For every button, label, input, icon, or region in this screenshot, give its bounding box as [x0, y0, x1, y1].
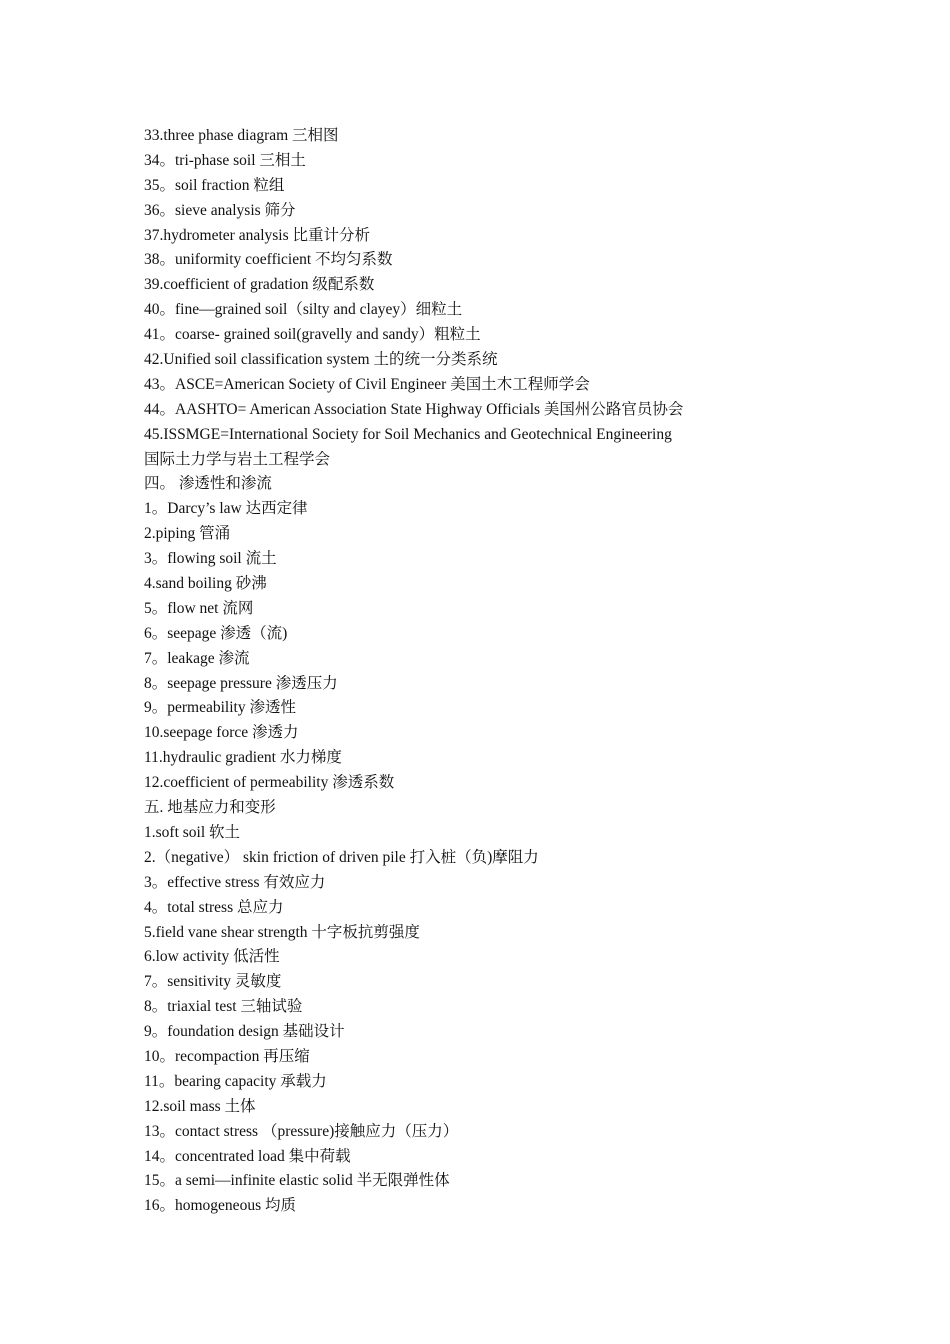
glossary-line: 35。soil fraction 粒组	[144, 176, 285, 194]
glossary-line: 36。sieve analysis 筛分	[144, 201, 296, 219]
glossary-line: 8。triaxial test 三轴试验	[144, 998, 303, 1016]
glossary-line: 38。uniformity coefficient 不均匀系数	[144, 251, 393, 269]
glossary-line: 33.three phase diagram 三相图	[144, 127, 339, 144]
glossary-line: 2.（negative） skin friction of driven pile 打入桩（负)摩阻力	[144, 848, 539, 866]
glossary-line: 11。bearing capacity 承载力	[144, 1072, 327, 1090]
glossary-line: 14。concentrated load 集中荷载	[144, 1147, 351, 1165]
glossary-line: 39.coefficient of gradation 级配系数	[144, 276, 375, 294]
glossary-line: 6.low activity 低活性	[144, 948, 280, 966]
glossary-line: 13。contact stress （pressure)接触应力（压力）	[144, 1122, 459, 1140]
glossary-line: 9。foundation design 基础设计	[144, 1023, 345, 1041]
glossary-line: 10.seepage force 渗透力	[144, 724, 299, 742]
glossary-line: 4.sand boiling 砂沸	[144, 575, 267, 593]
glossary-line: 16。homogeneous 均质	[144, 1197, 296, 1215]
glossary-line: 4。total stress 总应力	[144, 898, 284, 916]
glossary-line: 43。ASCE=American Society of Civil Engineer 美国土木工程师学会	[144, 375, 590, 393]
glossary-line: 9。permeability 渗透性	[144, 699, 296, 717]
glossary-line: 7。leakage 渗流	[144, 649, 250, 667]
glossary-line: 8。seepage pressure 渗透压力	[144, 674, 338, 692]
glossary-line: 5.field vane shear strength 十字板抗剪强度	[144, 923, 420, 941]
glossary-line: 45.ISSMGE=International Society for Soil Mechanics and Geotechnical Engineering	[144, 425, 672, 443]
section-heading: 四。 渗透性和渗流	[144, 475, 272, 493]
glossary-line: 1。Darcy’s law 达西定律	[144, 500, 308, 518]
glossary-line: 40。fine—grained soil（silty and clayey）细粒土	[144, 301, 463, 319]
document-body	[144, 124, 784, 1219]
glossary-line-continuation: 国际土力学与岩土工程学会	[144, 450, 331, 468]
glossary-line: 42.Unified soil classification system 土的统一分类系统	[144, 351, 498, 369]
glossary-line: 44。AASHTO= American Association State Highway Officials 美国州公路官员协会	[144, 400, 684, 418]
glossary-line: 41。coarse- grained soil(gravelly and sandy）粗粒土	[144, 326, 481, 344]
section-heading: 五. 地基应力和变形	[144, 799, 276, 817]
glossary-line: 12.coefficient of permeability 渗透系数	[144, 774, 395, 792]
glossary-line: 37.hydrometer analysis 比重计分析	[144, 226, 371, 244]
glossary-line: 6。seepage 渗透（流)	[144, 624, 288, 642]
glossary-line: 7。sensitivity 灵敏度	[144, 973, 282, 991]
glossary-line: 15。a semi—infinite elastic solid 半无限弹性体	[144, 1172, 450, 1190]
glossary-line: 3。effective stress 有效应力	[144, 873, 326, 891]
glossary-line: 1.soft soil 软土	[144, 823, 241, 841]
glossary-line: 34。tri-phase soil 三相土	[144, 151, 306, 169]
glossary-line: 2.piping 管涌	[144, 525, 231, 543]
glossary-line: 10。recompaction 再压缩	[144, 1047, 310, 1065]
glossary-line: 5。flow net 流网	[144, 599, 254, 617]
glossary-line: 11.hydraulic gradient 水力梯度	[144, 749, 342, 767]
glossary-line: 12.soil mass 土体	[144, 1097, 256, 1115]
glossary-line: 3。flowing soil 流土	[144, 550, 277, 568]
